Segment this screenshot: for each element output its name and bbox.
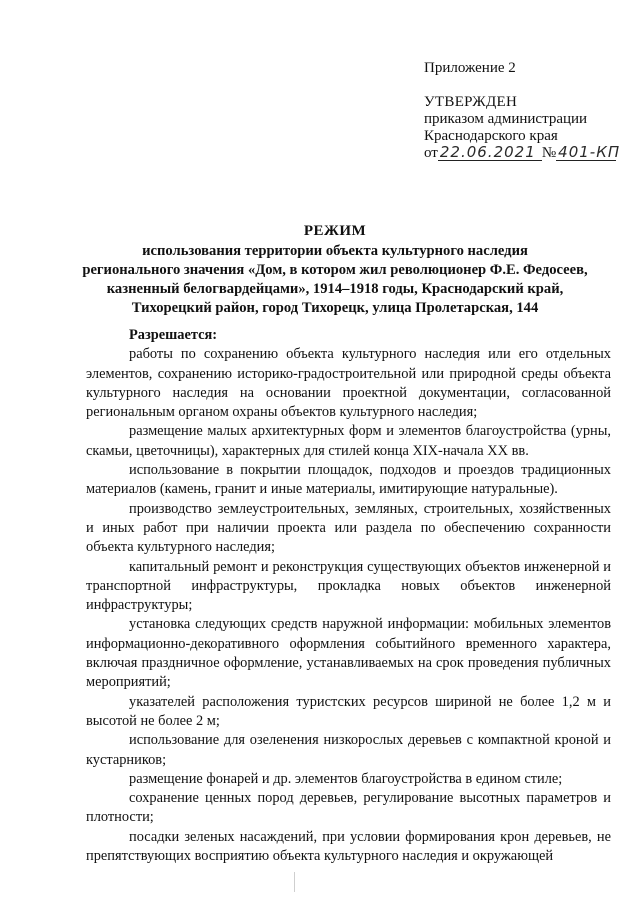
paragraph: работы по сохранению объекта культурного наследия или его отдельных элементов, сохранению историко-градостроительной или природной среды объекта культурного наследия на основании проектной документации, согласованной региональным органом охраны объектов культурного наследия;: [86, 346, 611, 421]
paragraph: капитальный ремонт и реконструкция существующих объектов инженерной и транспортной инфраструктуры, прокладка новых объектов инженерной инфраструктуры;: [86, 558, 611, 614]
approved-label: УТВЕРЖДЕН: [424, 94, 518, 110]
handwritten-number: 401-КП: [558, 143, 621, 161]
paragraph: указателей расположения туристских ресурсов шириной не более 1,2 м и высотой не более 2 м;: [86, 693, 611, 729]
approval-block: [424, 60, 629, 162]
heading-line-1: использования территории объекта культурного наследия: [142, 243, 528, 259]
paragraph: производство землеустроительных, земляных, строительных, хозяйственных и иных работ при наличии проекта или раздела по обеспечению сохранности объекта культурного наследия;: [86, 500, 611, 556]
allowed-label: Разрешается:: [129, 327, 218, 343]
number-prefix: №: [541, 145, 557, 161]
date-prefix: от: [424, 145, 438, 161]
heading-line-2: регионального значения «Дом, в котором жил революционер Ф.Е. Федосеев,: [82, 262, 588, 278]
paragraph: использование для озеленения низкорослых деревьев с компактной кроной и кустарников;: [86, 732, 611, 768]
handwritten-date: 22.06.2021: [438, 145, 542, 161]
document-heading: [60, 222, 610, 318]
paragraph: размещение фонарей и др. элементов благоустройства в едином стиле;: [129, 770, 563, 787]
date-number-line: [424, 145, 629, 162]
order-line-2: Краснодарского края: [424, 128, 558, 144]
paragraph: размещение малых архитектурных форм и элементов благоустройства (урны, скамьи, цветочницы), характерных для стилей конца XIX-начала XX вв.: [86, 423, 611, 459]
heading-line-4: Тихорецкий район, город Тихорецк, улица Пролетарская, 144: [131, 300, 539, 316]
document-body: [86, 326, 611, 866]
paragraph: посадки зеленых насаждений, при условии формирования крон деревьев, не препятствующих восприятию объекта культурного наследия и окружающей: [86, 828, 611, 865]
page-fold-mark: [294, 872, 295, 892]
heading-line-3: казненный белогвардейцами», 1914–1918 годы, Краснодарский край,: [106, 281, 564, 297]
heading-title: РЕЖИМ: [303, 223, 367, 239]
paragraph: установка следующих средств наружной информации: мобильных элементов информационно-декоративного оформления событийного временного характера, включая праздничное оформление, устанавливаемых на срок проведения публичных мероприятий;: [86, 616, 611, 691]
order-line-1: приказом администрации: [424, 111, 588, 127]
appendix-label: Приложение 2: [424, 60, 516, 76]
paragraph: сохранение ценных пород деревьев, регулирование высотных параметров и плотности;: [86, 790, 611, 826]
paragraph: использование в покрытии площадок, подходов и проездов традиционных материалов (камень, гранит и иные материалы, имитирующие натуральные).: [86, 462, 611, 498]
